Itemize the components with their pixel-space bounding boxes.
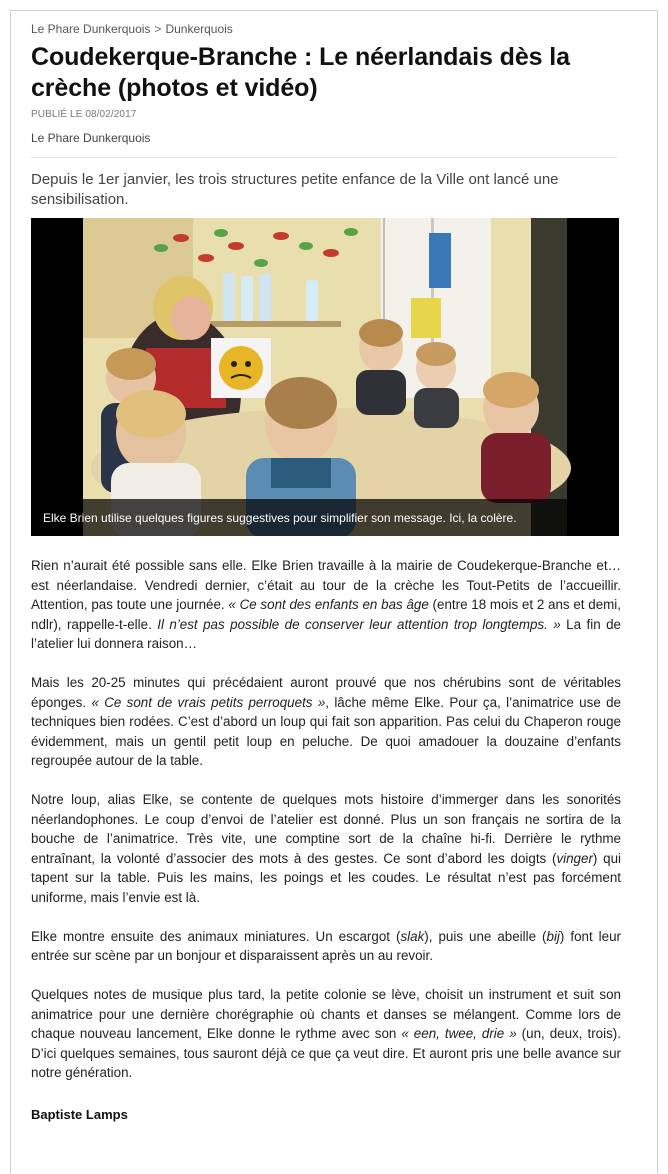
text-run: Notre loup, alias Elke, se contente de quelques mots histoire d’immerger dans les sonorités néerlandophones. Le coup d’envoi de l’atelier est donné. Plus un son français ne sortira de la bouche de l’animatrice. Très vite, une comptine sort de la chaîne hi-fi. Derrière le rythme entraînant, la volonté d’associer des mots à des gestes. Ce sont d’abord les doigts ( <box>31 792 621 866</box>
paragraph-3 <box>31 790 621 907</box>
article-lead: Depuis le 1er janvier, les trois structures petite enfance de la Ville ont lancé une sensibilisation. <box>31 171 559 208</box>
quote: Il n’est pas possible de conserver leur attention trop longtemps. » <box>157 616 561 632</box>
paragraph-1 <box>31 556 621 654</box>
text-run: , lâche même Elke. Pour ça, l’animatrice use de techniques bien rodées. C’est d’abord un loup qui fait son apparition. Pas celui du Chaperon rouge évidemment, mais un gentil petit loup en peluche. De quoi amadouer la douzaine d’enfants regroupée autour de la table. <box>31 694 621 768</box>
paragraph-2 <box>31 673 621 771</box>
text-run: Mais les 20-25 minutes qui précédaient auront prouvé que nos chérubins sont de véritables éponges. <box>31 675 621 710</box>
breadcrumb-link-le-phare[interactable]: Le Phare Dunkerquois <box>31 22 151 36</box>
paragraph-5 <box>31 985 621 1083</box>
quote: « een, twee, drie » <box>401 1026 517 1041</box>
dutch-word: vinger <box>556 850 593 866</box>
article-photo[interactable] <box>31 218 619 536</box>
text-run: (entre 18 mois et 2 ans et demi, ndlr), rappelle-t-elle. <box>31 597 621 632</box>
publish-date: PUBLIÉ LE 08/02/2017 <box>31 109 137 120</box>
dutch-word: slak <box>400 928 425 944</box>
text-run: ) font leur entrée sur scène par un bonjour et disparaissent après un au revoir. <box>31 928 622 963</box>
paragraph-4 <box>31 927 621 966</box>
text-run: Quelques notes de musique plus tard, la petite colonie se lève, choisit un instrument et suit son animatrice pour une dernière chorégraphie où chants et danses se mélangent. Comme lors de chaque nouveau lancement, Elke donne le rythme avec son <box>31 987 621 1041</box>
divider <box>31 157 617 158</box>
photo-caption: Elke Brien utilise quelques figures suggestives pour simplifier son message. Ici, la colère. <box>31 499 619 536</box>
photo-illustration <box>31 218 619 536</box>
text-run: ) qui tapent sur la table. Puis les mains, les poings et les coudes. Le résultat n’est pas forcément uniforme, mais l’envie est là. <box>31 850 621 905</box>
article-author: Baptiste Lamps <box>31 1107 128 1122</box>
breadcrumb <box>31 22 233 36</box>
breadcrumb-separator: > <box>154 22 162 36</box>
article-title: Coudekerque-Branche : Le néerlandais dès la crèche (photos et vidéo) <box>31 43 570 102</box>
article-source: Le Phare Dunkerquois <box>31 131 151 145</box>
text-run: Rien n’aurait été possible sans elle. Elke Brien travaille à la mairie de Coudekerque-Branche et… est néerlandaise. Vendredi dernier, c’était au tour de la crèche les Tout-Petits de l’accueillir. Attention, pas toute une journée. <box>31 558 621 612</box>
article-container <box>10 10 658 1174</box>
text-run: (un, deux, trois). D’ici quelques semaines, tous sauront déjà ce que ça veut dire. Et auront pris une belle avance sur notre génération. <box>31 1026 621 1080</box>
dutch-word: bij <box>546 928 560 944</box>
text-run: Elke montre ensuite des animaux miniatures. Un escargot ( <box>31 928 401 944</box>
text-run: La fin de l’atelier lui donnera raison… <box>31 616 621 651</box>
quote: « Ce sont des enfants en bas âge <box>228 597 429 612</box>
article-body <box>31 556 621 1102</box>
breadcrumb-link-dunkerquois[interactable]: Dunkerquois <box>165 22 233 36</box>
quote: « Ce sont de vrais petits perroquets » <box>91 694 326 710</box>
text-run: ), puis une abeille ( <box>424 928 547 944</box>
